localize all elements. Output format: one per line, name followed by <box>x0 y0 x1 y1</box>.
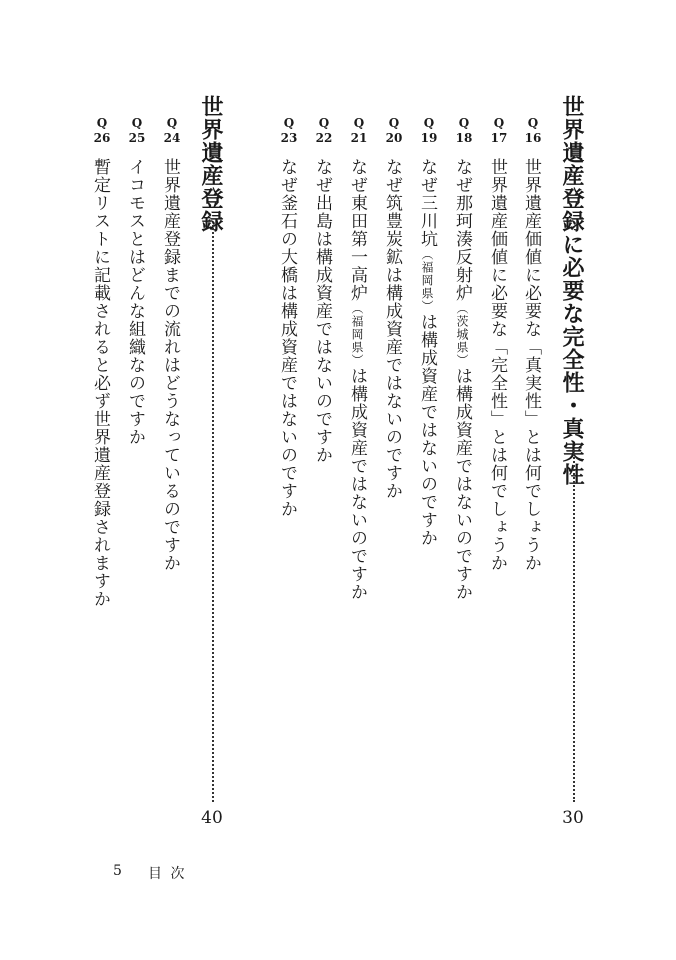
question-text-20: なぜ筑豊炭鉱は構成資産ではないのですか <box>382 158 402 500</box>
question-label-16: Q 16 <box>524 116 542 145</box>
question-text-22: なぜ出島は構成資産ではないのですか <box>312 158 332 464</box>
question-label-18: Q 18 <box>455 116 473 145</box>
question-label-26: Q 26 <box>93 116 111 145</box>
question-label-21: Q 21 <box>350 116 368 145</box>
question-text-17: 世界遺産価値に必要な「完全性」とは何でしょうか <box>487 158 507 572</box>
question-text-18: なぜ那珂湊反射炉（茨城県）は構成資産ではないのですか <box>452 158 472 601</box>
footer-label: 目 次 <box>148 866 187 882</box>
question-label-17: Q 17 <box>490 116 508 145</box>
section-leader-1 <box>573 450 575 802</box>
question-label-22: Q 22 <box>315 116 333 145</box>
question-label-25: Q 25 <box>128 116 146 145</box>
section-page-1: 30 <box>562 808 584 828</box>
question-text-24: 世界遺産登録までの流れはどうなっているのですか <box>160 158 180 572</box>
section-page-2: 40 <box>201 808 223 828</box>
footer-page-number: 5 <box>113 863 124 879</box>
question-label-19: Q 19 <box>420 116 438 145</box>
question-label-23: Q 23 <box>280 116 298 145</box>
question-text-25: イコモスとはどんな組織なのですか <box>125 158 145 446</box>
question-text-26: 暫定リストに記載されると必ず世界遺産登録されますか <box>90 158 110 608</box>
section-heading-1: 世界遺産登録に必要な完全性・真実性 <box>559 95 585 486</box>
question-text-23: なぜ釜石の大橋は構成資産ではないのですか <box>277 158 297 518</box>
question-label-20: Q 20 <box>385 116 403 145</box>
section-leader-2 <box>212 225 214 802</box>
question-text-16: 世界遺産価値に必要な「真実性」とは何でしょうか <box>521 158 541 572</box>
section-heading-2: 世界遺産登録 <box>198 95 224 233</box>
question-text-21: なぜ東田第一高炉（福岡県）は構成資産ではないのですか <box>347 158 367 601</box>
question-text-19: なぜ三川坑（福岡県）は構成資産ではないのですか <box>417 158 437 547</box>
question-label-24: Q 24 <box>163 116 181 145</box>
